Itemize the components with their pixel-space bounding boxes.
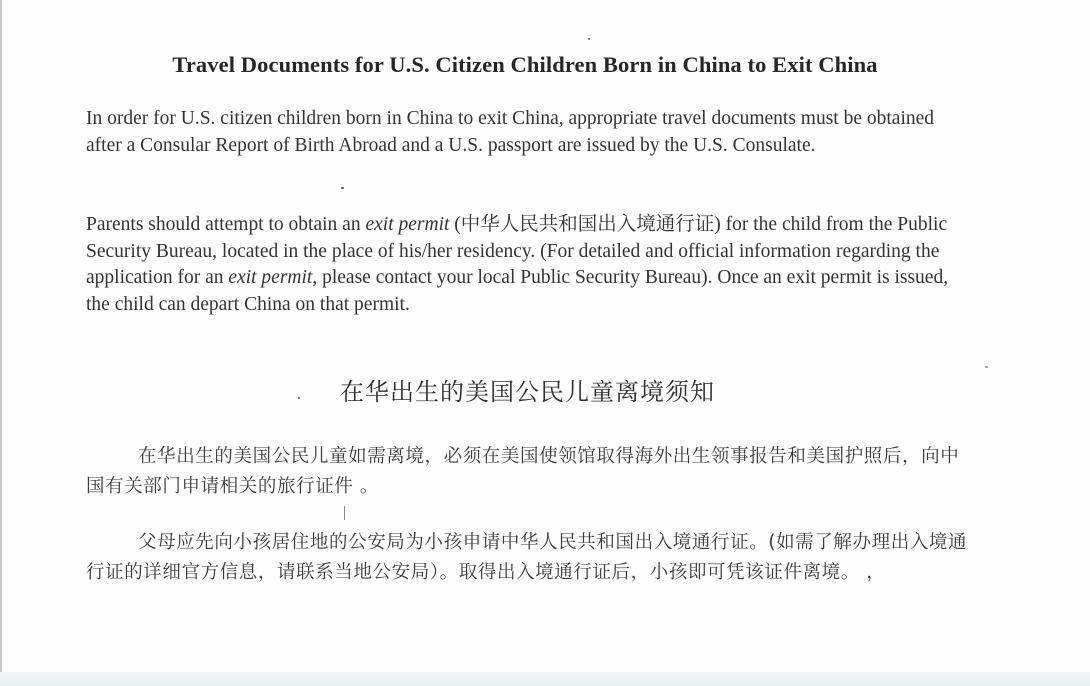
para2-text-2: (中华人民共和国出入境通行证) for the child from the Public Security Bureau, located in the place of his/her residency. (For detailed and official information regarding the application for an (86, 214, 948, 288)
chinese-paragraph-1 (86, 442, 976, 502)
chinese-paragraph-1-text: 在华出生的美国公民儿童如需离境，必须在美国使领馆取得海外出生领事报告和美国护照后，向中国有关部门申请相关的旅行证件 。 (86, 446, 960, 497)
page-edge (0, 0, 2, 686)
exit-permit-term: exit permit (228, 267, 313, 288)
chinese-paragraph-2-text: 父母应先向小孩居住地的公安局为小孩申请中华人民共和国出入境通行证。(如需了解办理出入境通行证的详细官方信息，请联系当地公安局）。取得出入境通行证后，小孩即可凭该证件离境。 ， (86, 532, 968, 583)
english-paragraph-2 (86, 212, 966, 318)
exit-permit-term: exit permit (365, 214, 450, 235)
document-title: Travel Documents for U.S. Citizen Children Born in China to Exit China (172, 52, 878, 77)
para2-text-3: , please contact your local Public Security Bureau). Once an exit permit is issued, the child can depart China on that permit. (86, 267, 949, 315)
english-paragraph-1: In order for U.S. citizen children born in China to exit China, appropriate travel documents must be obtained after a Consular Report of Birth Abroad and a U.S. passport are issued by the U.S. Consulate. (86, 108, 935, 156)
scan-bottom-edge (0, 672, 1090, 686)
para2-text-1: Parents should attempt to obtain an (86, 214, 366, 235)
scan-speck (341, 187, 344, 189)
scan-speck (985, 366, 988, 368)
scan-speck (344, 506, 345, 520)
scan-speck (298, 397, 300, 399)
scan-speck (588, 38, 590, 40)
chinese-paragraph-2 (86, 528, 976, 588)
chinese-title: 在华出生的美国公民儿童离境须知 (340, 378, 715, 406)
